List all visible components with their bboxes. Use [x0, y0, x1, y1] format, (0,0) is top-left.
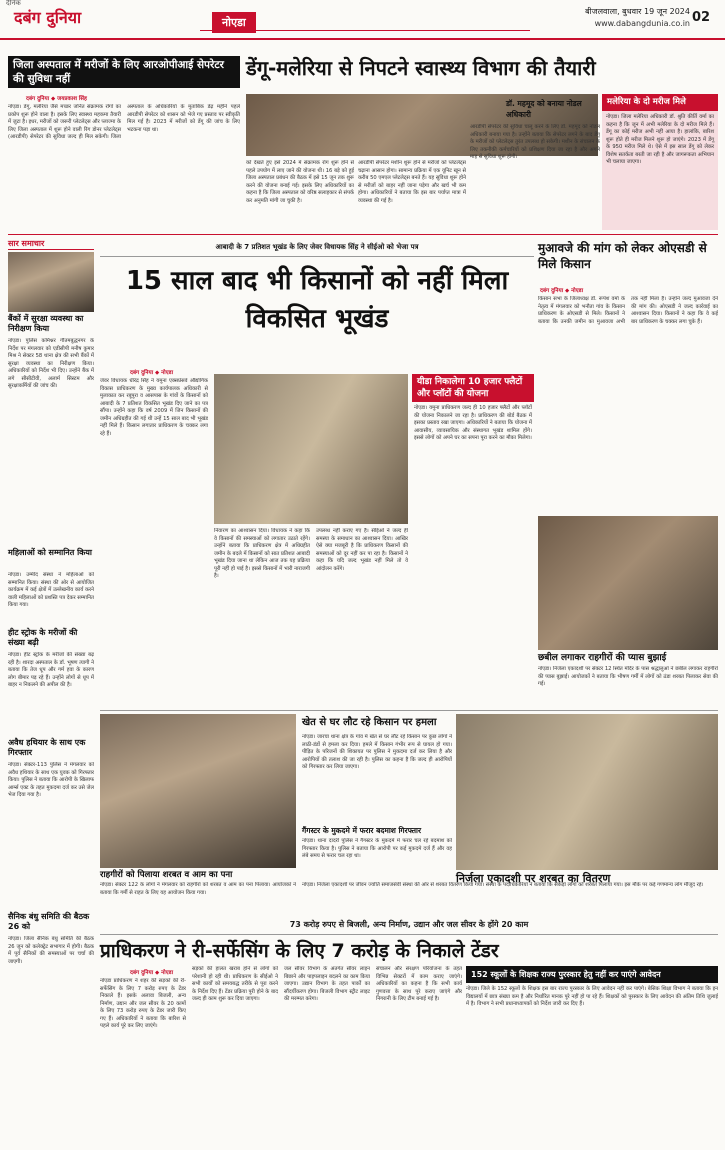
top-main-subhead: डॉ. महमूद को बनाया नोडल अधिकारी — [506, 99, 582, 119]
logo-text: दबंग दुनिया — [14, 8, 82, 27]
newspaper-logo — [14, 6, 134, 36]
bottom-col3: जल सीवर विभाग के अंतर्गत सीवर लाइन बिछाने और पाइपलाइन बदलने का काम किया जाएगा। उद्यान विभाग के तहत पार्कों का सौंदर्यीकरण होगा। बिजली विभाग स्ट्रीट लाइट की मरम्मत करेगा। — [284, 966, 370, 1002]
mango-drink-photo — [100, 714, 296, 868]
farmers-col2: निवारण का आश्वासन दिया। विधायक ने कहा कि वे किसानों की समस्याओं को लगातार उठाते रहेंगे। उन्होंने बताया कि प्राधिकरण क्षेत्र में अधिग्रहीत जमीन के बदले में किसानों को सात प्रतिशत आबादी भूखंड दिया जाना था लेकिन आज तक यह प्रक्रिया पूरी नहीं हो पाई है। इससे किसानों में भारी नाराजगी है। — [214, 528, 310, 579]
sharbat-distribution-photo — [456, 714, 718, 870]
farmers-col1: जेवर विधायक धीरेंद्र सिंह ने यमुना एक्सप्रेसवे औद्योगिक विकास प्राधिकरण के मुख्य कार्यपालक अधिकारी से मुलाकात कर रबूपुरा व आसपास के गांवों के किसानों को आबादी के 7 प्रतिशत विकसित भूखंड दिए जाने का पत्र सौंपा। उन्होंने कहा कि वर्ष 2009 में जिन किसानों की जमीन अधिग्रहीत की गई थी उन्हें 15 साल बाद भी भूखंड नहीं मिले हैं। किसान लगातार प्राधिकरण के चक्कर लगा रहे हैं। — [100, 378, 208, 437]
top-main-col1: को देखते हुए इसे 2024 में संक्रामक रोग शुरू होने से पहले उपयोग में लाए जाने की योजना थी। 16 बड़े को हुई जिला अस्पताल प्रबंधन की बैठक में इसे 15 जून तक शुरू करने की योजना बनाई गई। इसके लिए अधिकारियों का कहना है कि जिला अस्पताल को वरिष्ठ सलाहकार से संपर्क कर अनुमति मांगी जा चुकी है। — [246, 160, 354, 204]
bank-inspection-photo — [8, 252, 94, 312]
issue-date: बीजलवाला, बुधवार 19 जून 2024 — [585, 7, 690, 16]
edition-label: नोएडा — [212, 12, 256, 33]
masthead — [0, 0, 725, 40]
schools-box — [466, 966, 718, 1144]
attack-headline: खेत से घर लौट रहे किसान पर हमला — [302, 717, 437, 728]
malaria-body: नोएडा। जिला मलेरिया अधिकारी डॉ. श्रुति कीर्ति वर्मा का कहना है कि जून में अभी मलेरिया के दो मरीज मिले हैं। डेंगू का कोई मरीज अभी नहीं आया है। हालांकि, बारिश शुरू होते ही मरीज मिलने शुरू हो जाएंगे। 2023 में डेंगू के 950 मरीज मिले थे। ऐसे में इस साल डेंगू को लेकर विशेष सतर्कता बरती जा रही है और जागरूकता अभियान भी चलाया जाएगा। — [606, 114, 714, 165]
section-divider — [8, 234, 718, 235]
yeida-box — [412, 374, 534, 674]
top-left-body: नोएडा। डेंगू, मलेरिया जैसे मच्छर जनित संक्रामक रोगों का प्रकोप शुरू होने वाला है। इसके लिए स्वास्थ्य महकमा तैयारी में जुटा है। इधर, मरीजों को जरूरी प्लेटलेट्स और प्लाज्मा के लिए जिला अस्पताल में शुरू होने वाली रिंग डोनर प्लेटलेट्स (आरडीपी) सेपरेटर की सुविधा जल्द ही मिल सकेगी। जिला अस्पताल के अधिकारियों के मुताबिक डेढ़ महीने पहले आरडीपी सेपरेटर को शासन को भेजे गए प्रस्ताव पर स्वीकृति मिल गई है। 2023 में मरीजों को डेंगू की जांच के लिए भटकना पड़ा था। — [8, 104, 240, 140]
top-left-headline-box — [8, 56, 240, 88]
gangster-body: नोएडा। थाना दादरी पुलिस ने गैंगस्टर के मुकदमे में फरार चल रहे बदमाश को गिरफ्तार किया है। पुलिस ने बताया कि आरोपी पर कई मुकदमे दर्ज हैं और वह लंबे समय से फरार चल रहा था। — [302, 838, 452, 859]
attack-body: नोएडा। जारचा थाना क्षेत्र के गांव में खेत से घर लौट रहे किसान पर कुछ लोगों ने लाठी-डंडों से हमला कर दिया। हमले में किसान गंभीर रूप से घायल हो गया। पीड़ित के परिजनों की शिकायत पर पुलिस ने मुकदमा दर्ज कर लिया है और आरोपियों की तलाश की जा रही है। पुलिस का कहना है कि जल्द ही आरोपियों को गिरफ्तार कर लिया जाएगा। — [302, 734, 452, 770]
nirjala-headline: निर्जला एकादशी पर शरबत का वितरण — [456, 872, 611, 885]
mid-divider — [100, 710, 718, 711]
mango-caption-headline: राहगीरों को पिलाया शरबत व आम का पना — [100, 870, 233, 880]
brief1-body: नोएडा। पुलिस कमिश्नर गौतमबुद्धनगर के निर्देश पर मंगलवार को एडीसीपी मनीष कुमार मिश्र ने सेक्टर 58 थाना क्षेत्र की सभी बैंकों में सुरक्षा व्यवस्था का निरीक्षण किया। अधिकारियों को निर्देश भी दिए। उन्होंने बैंक में लगे सीसीटीवी, अलार्म सिस्टम और सुरक्षाकर्मियों की जांच की। — [8, 338, 94, 389]
top-main-col2: आरडीपी सेपरेटर मशीन शुरू होने से मरीजों को प्लेटलेट्स चढ़ाना आसान होगा। सामान्य प्रक्रिया में एक यूनिट खून से करीब 50 एमएल प्लेटलेट्स बनते हैं। यह सुविधा शुरू होने से मरीजों को बाहर नहीं जाना पड़ेगा और खर्च भी कम होगा। अधिकारियों ने बताया कि इस बार पर्याप्त मात्रा में व्यवस्था की गई है। — [358, 160, 466, 204]
brief4-body: नोएडा। सेक्टर-113 पुलिस ने मंगलवार को अवैध हथियार के साथ एक युवक को गिरफ्तार किया। पुलिस ने बताया कि आरोपी के खिलाफ आर्म्स एक्ट के तहत मुकदमा दर्ज कर उसे जेल भेज दिया गया है। — [8, 762, 94, 798]
yeida-headline: यीडा निकालेगा 10 हजार फ्लैटों और प्लॉटों की योजना — [412, 374, 534, 402]
farmers-col3: उपलब्ध नहीं कराए गए हैं। सीईओ ने जल्द ही समस्या के समाधान का आश्वासन दिया। आखिर ऐसे क्या मजबूरी है कि प्राधिकरण किसानों की समस्याओं को दूर नहीं कर पा रहा है। किसानों ने कहा कि यदि जल्द भूखंड नहीं मिले तो वे आंदोलन करेंगे। — [316, 528, 408, 572]
brief5-body: नोएडा। जिला सैनिक बंधु समिति की बैठक 26 जून को कलेक्ट्रेट सभागार में होगी। बैठक में पूर्व सैनिकों की समस्याओं पर चर्चा की जाएगी। — [8, 936, 94, 965]
gangster-headline: गैंगस्टर के मुकदमे में फरार बदमाश गिरफ्तार — [302, 826, 422, 835]
compensation-headline: मुआवजे की मांग को लेकर ओएसडी से मिले किसान — [538, 241, 707, 271]
farmers-kicker: आबादी के 7 प्रतिशत भूखंड के लिए जेवर विधायक सिंह ने सीईओ को भेजा पत्र — [215, 243, 419, 251]
section-title: सार समाचार — [8, 238, 94, 250]
top-left-headline: जिला अस्पताल में मरीजों के लिए आरओपीआई सेपरेटर की सुविधा नहीं — [13, 59, 224, 85]
farmers-byline: दबंग दुनिया ◆ नोएडा — [130, 370, 174, 376]
brief4-headline: अवैध हथियार के साथ एक गिरफ्तार — [8, 738, 86, 757]
farmers-headline: 15 साल बाद भी किसानों को नहीं मिला विकसित भूखंड — [125, 266, 509, 334]
website: www.dabangdunia.co.in — [594, 19, 690, 28]
brief2-headline: महिलाओं को सम्मानित किया — [8, 548, 93, 557]
thirsty-passersby-photo — [538, 516, 718, 650]
brief2-body: नोएडा। उम्मीद संस्था ने महिलाओं को सम्मानित किया। संस्था की ओर से आयोजित कार्यक्रम में कई क्षेत्रों में उल्लेखनीय कार्य करने वाली महिलाओं को प्रशस्ति पत्र देकर सम्मानित किया गया। — [8, 572, 94, 608]
date-line — [520, 6, 690, 30]
brief3-headline: हीट स्ट्रोक के मरीजों की संख्या बढ़ी — [8, 628, 78, 647]
mango-caption-body: नोएडा। सेक्टर 122 के लोगों ने मंगलवार को राहगीरों को शरबत व आम का पना पिलाया। आयोजकों ने बताया कि गर्मी से राहत के लिए यह आयोजन किया गया। — [100, 882, 296, 896]
bottom-headline: प्राधिकरण ने री-सर्फेसिंग के लिए 7 करोड़ के निकाले टेंडर — [100, 940, 499, 962]
bottom-kicker: 73 करोड़ रुपए से बिजली, अन्य निर्माण, उद्यान और जल सीवर के होंगे 20 काम — [289, 920, 529, 929]
malaria-headline: मलेरिया के दो मरीज मिले — [602, 94, 718, 111]
farmers-kicker-bar — [100, 240, 534, 257]
logo-tagline: दैनिक — [6, 0, 21, 7]
schools-body: नोएडा। जिले के 152 स्कूलों के शिक्षक इस बार राज्य पुरस्कार के लिए आवेदन नहीं कर पाएंगे। बेसिक शिक्षा विभाग ने बताया कि इन विद्यालयों में छात्र संख्या कम है और निर्धारित मानक पूरे नहीं हो पा रहे हैं। शिक्षकों को पुरस्कार के लिए आवेदन की अंतिम तिथि जुलाई में है। विभाग ने सभी प्रधानाध्यापकों को निर्देश जारी कर दिए हैं। — [466, 986, 718, 1007]
top-main-headline: डेंगू-मलेरिया से निपटने स्वास्थ्य विभाग की तैयारी — [246, 56, 596, 80]
chhabeel-headline: छबील लगाकर राहगीरों की प्यास बुझाई — [538, 653, 667, 663]
chhabeel-body: नोएडा। निर्जला एकादशी पर सेक्टर 12 स्थित मंदिर के पास श्रद्धालुओं ने छबील लगाकर राहगीरों की प्यास बुझाई। आयोजकों ने बताया कि भीषण गर्मी में लोगों को ठंडा शरबत पिलाकर सेवा की गई। — [538, 666, 718, 687]
brief1-headline: बैंकों में सुरक्षा व्यवस्था का निरीक्षण किया — [8, 314, 84, 333]
farmers-meeting-photo — [214, 374, 408, 524]
schools-headline: 152 स्कूलों के शिक्षक राज्य पुरस्कार हेतु नहीं कर पाएंगे आवेदन — [466, 966, 718, 983]
top-left-byline: दबंग दुनिया ◆ जयप्रकाश सिंह — [26, 96, 87, 102]
nirjala-body: नोएडा। निर्जला एकादशी पर जीवन ज्योति समाजसेवी संस्था की ओर से शरबत वितरण किया गया। संस्था के पदाधिकारियों ने बताया कि सैकड़ों लोगों को शरबत पिलाया गया। इस मौके पर कई गणमान्य लोग मौजूद रहे। — [302, 882, 704, 888]
bottom-col1: नोएडा प्राधिकरण ने शहर की सड़कों की री-सर्फेसिंग के लिए 7 करोड़ रुपए के टेंडर निकाले हैं। इसके अलावा बिजली, अन्य निर्माण, उद्यान और जल सीवर के 20 कामों के लिए 73 करोड़ रुपए के टेंडर जारी किए गए हैं। अधिकारियों ने बताया कि बारिश से पहले कार्य पूरे कर लिए जाएंगे। — [100, 978, 186, 1029]
page-number: 02 — [692, 10, 711, 25]
bottom-col2: सड़कों की हालत खराब होने से लोगों को परेशानी हो रही थी। प्राधिकरण के सीईओ ने सभी कार्यों को समयबद्ध तरीके से पूरा करने के निर्देश दिए हैं। टेंडर प्रक्रिया पूरी होने के बाद जल्द ही काम शुरू कर दिया जाएगा। — [192, 966, 278, 1002]
compensation-body: किसान सभा के जिलाध्यक्ष डॉ. रूपेश वर्मा के नेतृत्व में मंगलवार को भनौता गांव के किसान प्राधिकरण के ओएसडी से मिले। किसानों ने बताया कि उनकी जमीन का मुआवजा अभी तक नहीं मिला है। उन्होंने जल्द मुआवजा देने की मांग की। ओएसडी ने जल्द कार्रवाई का आश्वासन दिया। किसानों ने कहा कि वे कई बार प्राधिकरण के चक्कर लगा चुके हैं। — [538, 296, 718, 325]
bottom-byline: दबंग दुनिया ◆ नोएडा — [130, 970, 174, 976]
top-main-col3: आरडीपी सेपरेटर की सुविधा चालू करने के लिए डॉ. महमूद को नोडल अधिकारी बनाया गया है। उन्होंने बताया कि सेपरेटर लगने के बाद डेंगू के मरीजों को प्लेटलेट्स तुरंत उपलब्ध हो सकेगी। मशीन के संचालन के लिए तकनीकी कर्मचारियों को प्रशिक्षण दिया जा रहा है और अगले माह से सुविधा शुरू होगी। — [470, 124, 600, 160]
brief3-body: नोएडा। हीट स्ट्रोक के मरीजों की संख्या बढ़ रही है। शारदा अस्पताल के डॉ. भूषण त्यागी ने बताया कि तेज धूप और गर्म हवा के कारण लोग बीमार पड़ रहे हैं। उन्होंने लोगों से धूप में बाहर न निकलने की अपील की है। — [8, 652, 94, 688]
bottom-kicker-bar — [100, 918, 718, 935]
yeida-body: नोएडा। यमुना प्राधिकरण जल्द ही 10 हजार फ्लैटों और प्लॉटों की योजना निकालने जा रहा है। प्राधिकरण की बोर्ड बैठक में इसका प्रस्ताव रखा जाएगा। अधिकारियों ने बताया कि योजना में आवासीय, व्यावसायिक और संस्थागत भूखंड शामिल होंगे। इससे लोगों को अपने घर का सपना पूरा करने का मौका मिलेगा। — [414, 405, 532, 441]
malaria-box — [602, 94, 718, 230]
compensation-byline: दबंग दुनिया ◆ नोएडा — [540, 288, 584, 294]
bottom-col4: संचालन और संरक्षण परियोजना के तहत विभिन्न सेक्टरों में काम कराए जाएंगे। अधिकारियों का कहना है कि सभी कार्य गुणवत्ता के साथ पूरे कराए जाएंगे और निगरानी के लिए टीम बनाई गई है। — [376, 966, 462, 1002]
sar-samachar-column — [8, 238, 94, 250]
brief5-headline: सैनिक बंधु समिति की बैठक 26 को — [8, 912, 90, 931]
